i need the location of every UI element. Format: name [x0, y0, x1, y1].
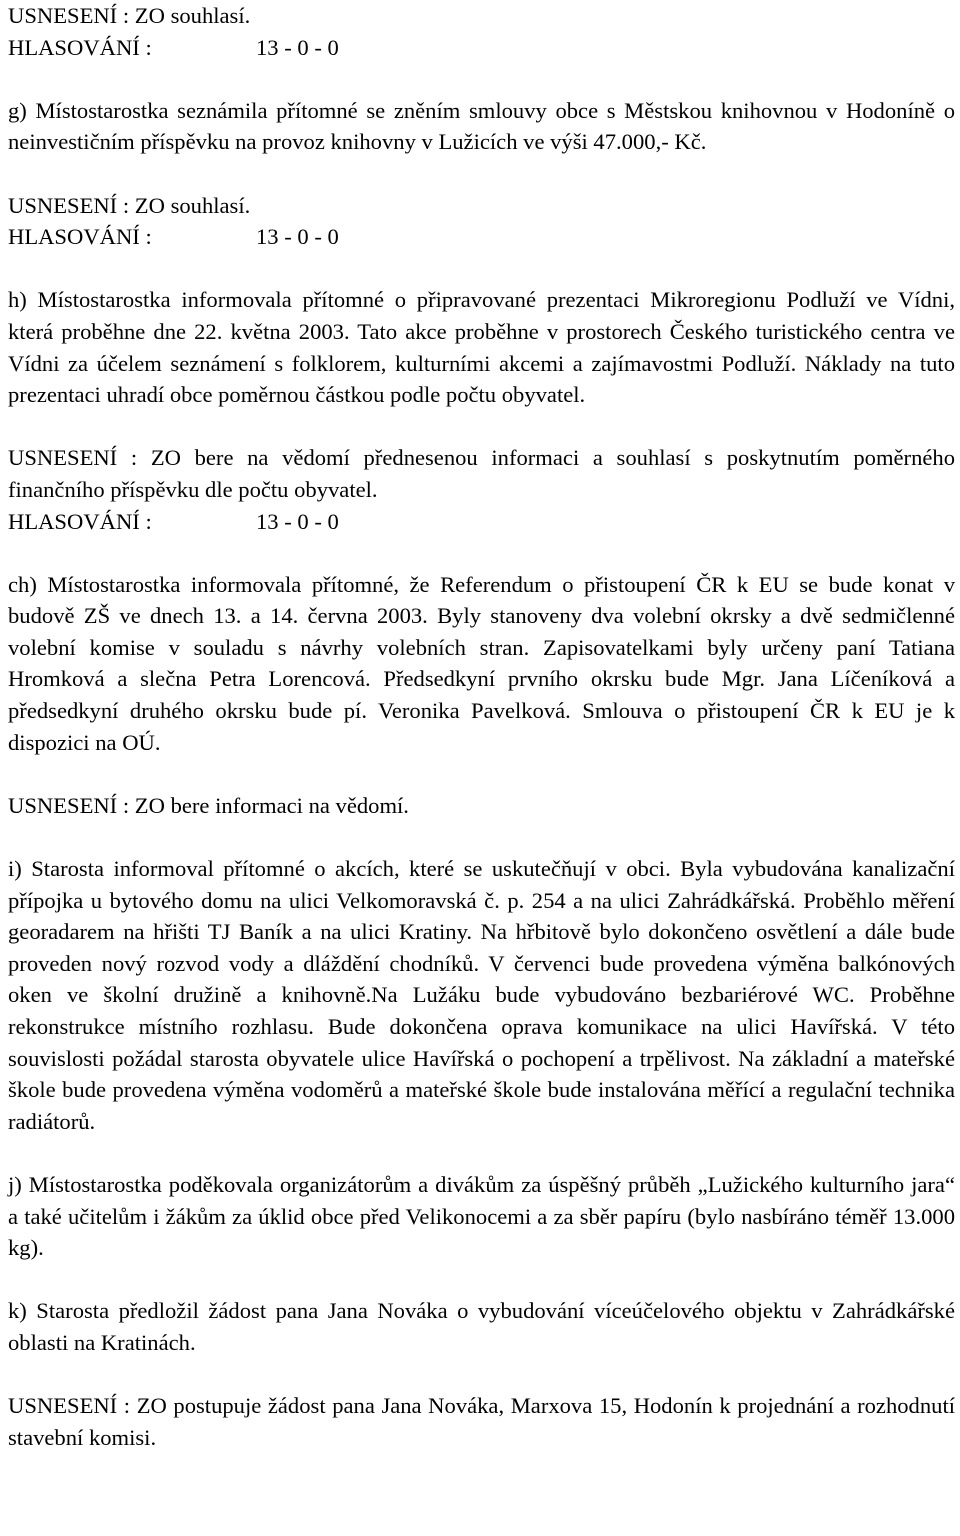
agenda-item-h: h) Místostarostka informovala přítomné o připravované prezentaci Mikroregionu Podluží ve Vídni, která proběhne dne 22. května 2003. Tato akce proběhne v prostorech Českého turistického centra ve Vídni za účelem seznámení s folklorem, kulturními akcemi a zajímavostmi Podluží. Náklady na tuto prezentaci uhradí obce poměrnou částkou podle počtu obyvatel.: [8, 287, 955, 408]
agenda-item-ch: ch) Místostarostka informovala přítomné, že Referendum o přistoupení ČR k EU se bude konat v budově ZŠ ve dnech 13. a 14. června 2003. Byly stanoveny dva volební okrsky a dvě sedmičlenné volební komise v souladu s návrhy volebních stran. Zapisovatelkami byly určeny paní Tatiana Hromková a slečna Petra Lorencová. Předsedkyní prvního okrsku bude Mgr. Jana Líčeníková a předsedkyní druhého okrsku bude pí. Veronika Pavelková. Smlouva o přistoupení ČR k EU je k dispozici na OÚ.: [8, 571, 955, 755]
resolution-label: USNESENÍ :: [8, 445, 138, 471]
resolution-line: [8, 190, 955, 222]
resolution-text: ZO bere na vědomí přednesenou informaci a souhlasí s poskytnutím poměrného finančního příspěvku dle počtu obyvatel.: [8, 445, 956, 502]
resolution-label: USNESENÍ :: [8, 792, 130, 818]
vote-label: HLASOVÁNÍ :: [8, 34, 152, 60]
agenda-item-k: k) Starosta předložil žádost pana Jana Nováka o vybudování víceúčelového objektu v Zahrádkářské oblasti na Kratinách.: [8, 1298, 955, 1355]
resolution-text: ZO souhlasí.: [134, 192, 251, 218]
resolution-label: USNESENÍ :: [8, 192, 130, 218]
resolution-line: [8, 0, 955, 32]
resolution-line: [8, 1390, 955, 1453]
vote-result: 13 - 0 - 0: [256, 34, 339, 60]
vote-line: [8, 32, 955, 64]
vote-label: HLASOVÁNÍ :: [8, 508, 152, 534]
vote-line: [8, 506, 955, 538]
resolution-text: ZO bere informaci na vědomí.: [134, 792, 409, 818]
agenda-item-g: g) Místostarostka seznámila přítomné se zněním smlouvy obce s Městskou knihovnou v Hodoníně o neinvestičním příspěvku na provoz knihovny v Lužicích ve výši 47.000,- Kč.: [8, 97, 955, 155]
agenda-item-i: i) Starosta informoval přítomné o akcích, které se uskutečňují v obci. Byla vybudována kanalizační přípojka u bytového domu na ulici Velkomoravská č. p. 254 a na ulici Zahrádkářská. Proběhlo měření georadarem na hřišti TJ Baník a na ulici Kratiny. Na hřbitově bylo dokončeno osvětlení a dále bude proveden nový rozvod vody a dláždění chodníků. V červenci bude provedena výměna balkónových oken ve školní družině a knihovně.Na Lužáku bude vybudováno bezbariérové WC. Proběhne rekonstrukce místního rozhlasu. Bude dokončena oprava komunikace na ulici Havířská. V této souvislosti požádal starosta obyvatele ulice Havířská o pochopení a trpělivost. Na základní a mateřské škole bude provedena výměna vodoměrů a mateřské škole bude instalována měřící a regulační technika radiátorů.: [8, 856, 955, 1134]
resolution-label: USNESENÍ :: [8, 3, 130, 28]
resolution-line: [8, 790, 955, 822]
document-page: [8, 0, 955, 1453]
resolution-line: [8, 442, 955, 505]
vote-line: [8, 221, 955, 253]
vote-result: 13 - 0 - 0: [256, 224, 339, 250]
resolution-text: ZO postupuje žádost pana Jana Nováka, Marxova 15, Hodonín k projednání a rozhodnutí stavební komisi.: [8, 1393, 955, 1450]
resolution-text: ZO souhlasí.: [134, 3, 251, 28]
vote-label: HLASOVÁNÍ :: [8, 224, 152, 250]
vote-result: 13 - 0 - 0: [256, 508, 339, 534]
resolution-label: USNESENÍ :: [8, 1393, 131, 1419]
agenda-item-j: j) Místostarostka poděkovala organizátorům a divákům za úspěšný průběh „Lužického kulturního jara“ a také učitelům i žákům za úklid obce před Velikonocemi a za sběr papíru (bylo nasbíráno téměř 13.000 kg).: [8, 1171, 955, 1261]
